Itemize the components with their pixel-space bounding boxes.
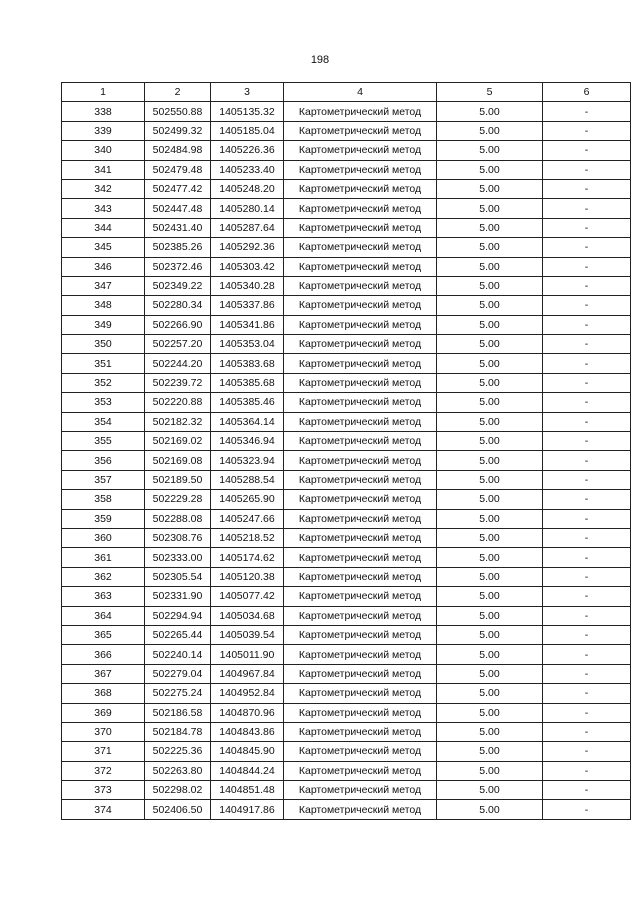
note-cell: - bbox=[543, 470, 631, 489]
method-cell: Картометрический метод bbox=[284, 218, 437, 237]
method-cell: Картометрический метод bbox=[284, 432, 437, 451]
x-coordinate-cell: 502244.20 bbox=[145, 354, 211, 373]
note-cell: - bbox=[543, 199, 631, 218]
accuracy-cell: 5.00 bbox=[437, 684, 543, 703]
accuracy-cell: 5.00 bbox=[437, 393, 543, 412]
accuracy-cell: 5.00 bbox=[437, 548, 543, 567]
table-row bbox=[62, 335, 631, 354]
table-row bbox=[62, 160, 631, 179]
note-cell: - bbox=[543, 606, 631, 625]
method-cell: Картометрический метод bbox=[284, 800, 437, 819]
note-cell: - bbox=[543, 296, 631, 315]
y-coordinate-cell: 1405248.20 bbox=[211, 179, 284, 198]
accuracy-cell: 5.00 bbox=[437, 606, 543, 625]
table-row bbox=[62, 141, 631, 160]
accuracy-cell: 5.00 bbox=[437, 218, 543, 237]
method-cell: Картометрический метод bbox=[284, 160, 437, 179]
point-number-cell: 365 bbox=[62, 625, 145, 644]
column-header: 6 bbox=[543, 83, 631, 102]
note-cell: - bbox=[543, 664, 631, 683]
table-row bbox=[62, 548, 631, 567]
table-row bbox=[62, 645, 631, 664]
page-number: 198 bbox=[310, 54, 330, 66]
x-coordinate-cell: 502220.88 bbox=[145, 393, 211, 412]
x-coordinate-cell: 502372.46 bbox=[145, 257, 211, 276]
y-coordinate-cell: 1405218.52 bbox=[211, 528, 284, 547]
accuracy-cell: 5.00 bbox=[437, 141, 543, 160]
method-cell: Картометрический метод bbox=[284, 141, 437, 160]
point-number-cell: 338 bbox=[62, 102, 145, 121]
x-coordinate-cell: 502279.04 bbox=[145, 664, 211, 683]
y-coordinate-cell: 1405120.38 bbox=[211, 567, 284, 586]
x-coordinate-cell: 502385.26 bbox=[145, 238, 211, 257]
note-cell: - bbox=[543, 548, 631, 567]
point-number-cell: 368 bbox=[62, 684, 145, 703]
y-coordinate-cell: 1404851.48 bbox=[211, 781, 284, 800]
accuracy-cell: 5.00 bbox=[437, 315, 543, 334]
accuracy-cell: 5.00 bbox=[437, 800, 543, 819]
point-number-cell: 349 bbox=[62, 315, 145, 334]
y-coordinate-cell: 1405340.28 bbox=[211, 276, 284, 295]
method-cell: Картометрический метод bbox=[284, 664, 437, 683]
table-row bbox=[62, 664, 631, 683]
x-coordinate-cell: 502298.02 bbox=[145, 781, 211, 800]
x-coordinate-cell: 502266.90 bbox=[145, 315, 211, 334]
y-coordinate-cell: 1405385.46 bbox=[211, 393, 284, 412]
point-number-cell: 354 bbox=[62, 412, 145, 431]
method-cell: Картометрический метод bbox=[284, 470, 437, 489]
method-cell: Картометрический метод bbox=[284, 257, 437, 276]
y-coordinate-cell: 1405034.68 bbox=[211, 606, 284, 625]
accuracy-cell: 5.00 bbox=[437, 587, 543, 606]
method-cell: Картометрический метод bbox=[284, 703, 437, 722]
note-cell: - bbox=[543, 393, 631, 412]
x-coordinate-cell: 502275.24 bbox=[145, 684, 211, 703]
note-cell: - bbox=[543, 528, 631, 547]
table-row bbox=[62, 102, 631, 121]
point-number-cell: 345 bbox=[62, 238, 145, 257]
method-cell: Картометрический метод bbox=[284, 315, 437, 334]
table-row bbox=[62, 179, 631, 198]
point-number-cell: 373 bbox=[62, 781, 145, 800]
note-cell: - bbox=[543, 102, 631, 121]
point-number-cell: 369 bbox=[62, 703, 145, 722]
point-number-cell: 344 bbox=[62, 218, 145, 237]
accuracy-cell: 5.00 bbox=[437, 373, 543, 392]
point-number-cell: 343 bbox=[62, 199, 145, 218]
x-coordinate-cell: 502479.48 bbox=[145, 160, 211, 179]
method-cell: Картометрический метод bbox=[284, 102, 437, 121]
method-cell: Картометрический метод bbox=[284, 742, 437, 761]
x-coordinate-cell: 502308.76 bbox=[145, 528, 211, 547]
table-body bbox=[62, 102, 631, 819]
table-row bbox=[62, 121, 631, 140]
y-coordinate-cell: 1405226.36 bbox=[211, 141, 284, 160]
x-coordinate-cell: 502240.14 bbox=[145, 645, 211, 664]
column-header: 4 bbox=[284, 83, 437, 102]
note-cell: - bbox=[543, 257, 631, 276]
table-row bbox=[62, 509, 631, 528]
note-cell: - bbox=[543, 238, 631, 257]
method-cell: Картометрический метод bbox=[284, 199, 437, 218]
y-coordinate-cell: 1405323.94 bbox=[211, 451, 284, 470]
y-coordinate-cell: 1405303.42 bbox=[211, 257, 284, 276]
table-row bbox=[62, 587, 631, 606]
accuracy-cell: 5.00 bbox=[437, 490, 543, 509]
y-coordinate-cell: 1404870.96 bbox=[211, 703, 284, 722]
x-coordinate-cell: 502280.34 bbox=[145, 296, 211, 315]
y-coordinate-cell: 1405233.40 bbox=[211, 160, 284, 179]
accuracy-cell: 5.00 bbox=[437, 509, 543, 528]
accuracy-cell: 5.00 bbox=[437, 354, 543, 373]
note-cell: - bbox=[543, 645, 631, 664]
point-number-cell: 362 bbox=[62, 567, 145, 586]
accuracy-cell: 5.00 bbox=[437, 296, 543, 315]
y-coordinate-cell: 1405383.68 bbox=[211, 354, 284, 373]
note-cell: - bbox=[543, 722, 631, 741]
y-coordinate-cell: 1404967.84 bbox=[211, 664, 284, 683]
method-cell: Картометрический метод bbox=[284, 567, 437, 586]
accuracy-cell: 5.00 bbox=[437, 703, 543, 722]
method-cell: Картометрический метод bbox=[284, 625, 437, 644]
note-cell: - bbox=[543, 781, 631, 800]
point-number-cell: 355 bbox=[62, 432, 145, 451]
accuracy-cell: 5.00 bbox=[437, 160, 543, 179]
table-row bbox=[62, 373, 631, 392]
point-number-cell: 363 bbox=[62, 587, 145, 606]
table-row bbox=[62, 354, 631, 373]
y-coordinate-cell: 1405337.86 bbox=[211, 296, 284, 315]
point-number-cell: 357 bbox=[62, 470, 145, 489]
method-cell: Картометрический метод bbox=[284, 606, 437, 625]
note-cell: - bbox=[543, 179, 631, 198]
table-row bbox=[62, 684, 631, 703]
point-number-cell: 366 bbox=[62, 645, 145, 664]
y-coordinate-cell: 1405385.68 bbox=[211, 373, 284, 392]
method-cell: Картометрический метод bbox=[284, 645, 437, 664]
method-cell: Картометрический метод bbox=[284, 761, 437, 780]
note-cell: - bbox=[543, 761, 631, 780]
y-coordinate-cell: 1405346.94 bbox=[211, 432, 284, 451]
method-cell: Картометрический метод bbox=[284, 490, 437, 509]
point-number-cell: 341 bbox=[62, 160, 145, 179]
note-cell: - bbox=[543, 121, 631, 140]
y-coordinate-cell: 1405353.04 bbox=[211, 335, 284, 354]
point-number-cell: 346 bbox=[62, 257, 145, 276]
point-number-cell: 374 bbox=[62, 800, 145, 819]
y-coordinate-cell: 1405247.66 bbox=[211, 509, 284, 528]
point-number-cell: 364 bbox=[62, 606, 145, 625]
point-number-cell: 356 bbox=[62, 451, 145, 470]
method-cell: Картометрический метод bbox=[284, 528, 437, 547]
x-coordinate-cell: 502349.22 bbox=[145, 276, 211, 295]
table-row bbox=[62, 257, 631, 276]
x-coordinate-cell: 502257.20 bbox=[145, 335, 211, 354]
accuracy-cell: 5.00 bbox=[437, 238, 543, 257]
x-coordinate-cell: 502169.02 bbox=[145, 432, 211, 451]
point-number-cell: 350 bbox=[62, 335, 145, 354]
table-row bbox=[62, 800, 631, 819]
table-row bbox=[62, 761, 631, 780]
point-number-cell: 358 bbox=[62, 490, 145, 509]
note-cell: - bbox=[543, 684, 631, 703]
point-number-cell: 359 bbox=[62, 509, 145, 528]
x-coordinate-cell: 502333.00 bbox=[145, 548, 211, 567]
method-cell: Картометрический метод bbox=[284, 335, 437, 354]
accuracy-cell: 5.00 bbox=[437, 276, 543, 295]
column-header: 3 bbox=[211, 83, 284, 102]
method-cell: Картометрический метод bbox=[284, 179, 437, 198]
x-coordinate-cell: 502294.94 bbox=[145, 606, 211, 625]
accuracy-cell: 5.00 bbox=[437, 625, 543, 644]
x-coordinate-cell: 502182.32 bbox=[145, 412, 211, 431]
accuracy-cell: 5.00 bbox=[437, 781, 543, 800]
table-row bbox=[62, 412, 631, 431]
y-coordinate-cell: 1405039.54 bbox=[211, 625, 284, 644]
x-coordinate-cell: 502186.58 bbox=[145, 703, 211, 722]
table-row bbox=[62, 742, 631, 761]
point-number-cell: 367 bbox=[62, 664, 145, 683]
note-cell: - bbox=[543, 567, 631, 586]
accuracy-cell: 5.00 bbox=[437, 432, 543, 451]
method-cell: Картометрический метод bbox=[284, 296, 437, 315]
accuracy-cell: 5.00 bbox=[437, 451, 543, 470]
y-coordinate-cell: 1404917.86 bbox=[211, 800, 284, 819]
accuracy-cell: 5.00 bbox=[437, 102, 543, 121]
note-cell: - bbox=[543, 587, 631, 606]
x-coordinate-cell: 502239.72 bbox=[145, 373, 211, 392]
point-number-cell: 360 bbox=[62, 528, 145, 547]
column-header: 5 bbox=[437, 83, 543, 102]
column-header: 2 bbox=[145, 83, 211, 102]
table-row bbox=[62, 606, 631, 625]
x-coordinate-cell: 502265.44 bbox=[145, 625, 211, 644]
point-number-cell: 372 bbox=[62, 761, 145, 780]
note-cell: - bbox=[543, 742, 631, 761]
x-coordinate-cell: 502406.50 bbox=[145, 800, 211, 819]
point-number-cell: 347 bbox=[62, 276, 145, 295]
x-coordinate-cell: 502499.32 bbox=[145, 121, 211, 140]
table-row bbox=[62, 218, 631, 237]
note-cell: - bbox=[543, 276, 631, 295]
accuracy-cell: 5.00 bbox=[437, 742, 543, 761]
x-coordinate-cell: 502305.54 bbox=[145, 567, 211, 586]
table-row bbox=[62, 703, 631, 722]
method-cell: Картометрический метод bbox=[284, 393, 437, 412]
y-coordinate-cell: 1404952.84 bbox=[211, 684, 284, 703]
y-coordinate-cell: 1405174.62 bbox=[211, 548, 284, 567]
x-coordinate-cell: 502550.88 bbox=[145, 102, 211, 121]
accuracy-cell: 5.00 bbox=[437, 528, 543, 547]
method-cell: Картометрический метод bbox=[284, 412, 437, 431]
y-coordinate-cell: 1405280.14 bbox=[211, 199, 284, 218]
point-number-cell: 342 bbox=[62, 179, 145, 198]
x-coordinate-cell: 502225.36 bbox=[145, 742, 211, 761]
table-row bbox=[62, 432, 631, 451]
column-header: 1 bbox=[62, 83, 145, 102]
table-row bbox=[62, 393, 631, 412]
accuracy-cell: 5.00 bbox=[437, 257, 543, 276]
point-number-cell: 371 bbox=[62, 742, 145, 761]
table-row bbox=[62, 296, 631, 315]
x-coordinate-cell: 502288.08 bbox=[145, 509, 211, 528]
y-coordinate-cell: 1405011.90 bbox=[211, 645, 284, 664]
table-row bbox=[62, 199, 631, 218]
point-number-cell: 351 bbox=[62, 354, 145, 373]
method-cell: Картометрический метод bbox=[284, 121, 437, 140]
method-cell: Картометрический метод bbox=[284, 354, 437, 373]
x-coordinate-cell: 502189.50 bbox=[145, 470, 211, 489]
method-cell: Картометрический метод bbox=[284, 684, 437, 703]
note-cell: - bbox=[543, 354, 631, 373]
y-coordinate-cell: 1404844.24 bbox=[211, 761, 284, 780]
y-coordinate-cell: 1405288.54 bbox=[211, 470, 284, 489]
point-number-cell: 353 bbox=[62, 393, 145, 412]
note-cell: - bbox=[543, 141, 631, 160]
y-coordinate-cell: 1404843.86 bbox=[211, 722, 284, 741]
table-row bbox=[62, 567, 631, 586]
note-cell: - bbox=[543, 412, 631, 431]
y-coordinate-cell: 1405077.42 bbox=[211, 587, 284, 606]
method-cell: Картометрический метод bbox=[284, 373, 437, 392]
method-cell: Картометрический метод bbox=[284, 509, 437, 528]
table-row bbox=[62, 490, 631, 509]
accuracy-cell: 5.00 bbox=[437, 199, 543, 218]
accuracy-cell: 5.00 bbox=[437, 761, 543, 780]
point-number-cell: 361 bbox=[62, 548, 145, 567]
x-coordinate-cell: 502447.48 bbox=[145, 199, 211, 218]
x-coordinate-cell: 502431.40 bbox=[145, 218, 211, 237]
point-number-cell: 352 bbox=[62, 373, 145, 392]
x-coordinate-cell: 502229.28 bbox=[145, 490, 211, 509]
note-cell: - bbox=[543, 335, 631, 354]
method-cell: Картометрический метод bbox=[284, 722, 437, 741]
table-row bbox=[62, 528, 631, 547]
method-cell: Картометрический метод bbox=[284, 276, 437, 295]
x-coordinate-cell: 502331.90 bbox=[145, 587, 211, 606]
note-cell: - bbox=[543, 703, 631, 722]
accuracy-cell: 5.00 bbox=[437, 179, 543, 198]
y-coordinate-cell: 1405135.32 bbox=[211, 102, 284, 121]
x-coordinate-cell: 502184.78 bbox=[145, 722, 211, 741]
note-cell: - bbox=[543, 432, 631, 451]
point-number-cell: 340 bbox=[62, 141, 145, 160]
method-cell: Картометрический метод bbox=[284, 781, 437, 800]
table-row bbox=[62, 722, 631, 741]
accuracy-cell: 5.00 bbox=[437, 470, 543, 489]
table-header-row bbox=[62, 83, 631, 102]
table-row bbox=[62, 781, 631, 800]
accuracy-cell: 5.00 bbox=[437, 567, 543, 586]
method-cell: Картометрический метод bbox=[284, 451, 437, 470]
x-coordinate-cell: 502484.98 bbox=[145, 141, 211, 160]
x-coordinate-cell: 502477.42 bbox=[145, 179, 211, 198]
table-row bbox=[62, 451, 631, 470]
coordinates-table bbox=[61, 82, 631, 820]
note-cell: - bbox=[543, 490, 631, 509]
x-coordinate-cell: 502263.80 bbox=[145, 761, 211, 780]
accuracy-cell: 5.00 bbox=[437, 664, 543, 683]
y-coordinate-cell: 1405341.86 bbox=[211, 315, 284, 334]
y-coordinate-cell: 1405265.90 bbox=[211, 490, 284, 509]
x-coordinate-cell: 502169.08 bbox=[145, 451, 211, 470]
y-coordinate-cell: 1405292.36 bbox=[211, 238, 284, 257]
accuracy-cell: 5.00 bbox=[437, 121, 543, 140]
note-cell: - bbox=[543, 218, 631, 237]
accuracy-cell: 5.00 bbox=[437, 412, 543, 431]
method-cell: Картометрический метод bbox=[284, 238, 437, 257]
note-cell: - bbox=[543, 451, 631, 470]
note-cell: - bbox=[543, 509, 631, 528]
point-number-cell: 339 bbox=[62, 121, 145, 140]
y-coordinate-cell: 1404845.90 bbox=[211, 742, 284, 761]
point-number-cell: 370 bbox=[62, 722, 145, 741]
method-cell: Картометрический метод bbox=[284, 548, 437, 567]
y-coordinate-cell: 1405287.64 bbox=[211, 218, 284, 237]
note-cell: - bbox=[543, 625, 631, 644]
y-coordinate-cell: 1405364.14 bbox=[211, 412, 284, 431]
note-cell: - bbox=[543, 160, 631, 179]
table-row bbox=[62, 470, 631, 489]
y-coordinate-cell: 1405185.04 bbox=[211, 121, 284, 140]
table-row bbox=[62, 238, 631, 257]
point-number-cell: 348 bbox=[62, 296, 145, 315]
accuracy-cell: 5.00 bbox=[437, 335, 543, 354]
table-row bbox=[62, 276, 631, 295]
note-cell: - bbox=[543, 800, 631, 819]
note-cell: - bbox=[543, 373, 631, 392]
table-row bbox=[62, 625, 631, 644]
table-row bbox=[62, 315, 631, 334]
accuracy-cell: 5.00 bbox=[437, 645, 543, 664]
accuracy-cell: 5.00 bbox=[437, 722, 543, 741]
method-cell: Картометрический метод bbox=[284, 587, 437, 606]
note-cell: - bbox=[543, 315, 631, 334]
